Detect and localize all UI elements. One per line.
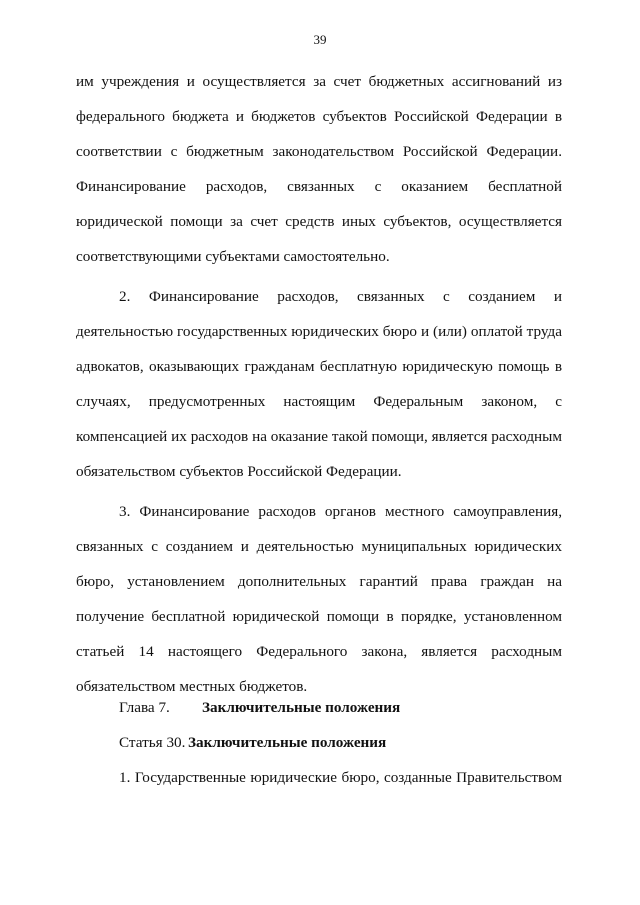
article-heading <box>119 733 387 753</box>
article-30-paragraph-1: 1. Государственные юридические бюро, созданные Правительством <box>119 769 562 786</box>
paragraph-continuation: им учреждения и осуществляется за счет бюджетных ассигнований из федерального бюджета и бюджетов субъектов Российской Федерации в соответствии с бюджетным законодательством Российской Федерации. Финансирование расходов, связанных с оказанием бесплатной юридической помощи за счет средств иных субъектов, осуществляется соответствующими субъектами самостоятельно. <box>76 73 562 265</box>
body-text <box>76 64 562 709</box>
page-number: 39 <box>313 32 327 47</box>
chapter-label: Глава 7. <box>119 699 170 716</box>
paragraph-2: 2. Финансирование расходов, связанных с созданием и деятельностью государственных юридических бюро и (или) оплатой труда адвокатов, оказывающих гражданам бесплатную юридическую помощь в случаях, предусмотренных настоящим Федеральным законом, с компенсацией их расходов на оказание такой помощи, является расходным обязательством субъектов Российской Федерации. <box>76 288 562 480</box>
chapter-title: Заключительные положения <box>202 699 401 716</box>
article-label: Статья 30. <box>119 734 186 751</box>
article-title: Заключительные положения <box>188 734 387 751</box>
chapter-heading <box>119 698 401 718</box>
paragraph-3: 3. Финансирование расходов органов местного самоуправления, связанных с созданием и деятельностью муниципальных юридических бюро, установлением дополнительных гарантий права граждан на получение бесплатной юридической помощи в порядке, установленном статьей 14 настоящего Федерального закона, является расходным обязательством местных бюджетов. <box>76 503 562 695</box>
